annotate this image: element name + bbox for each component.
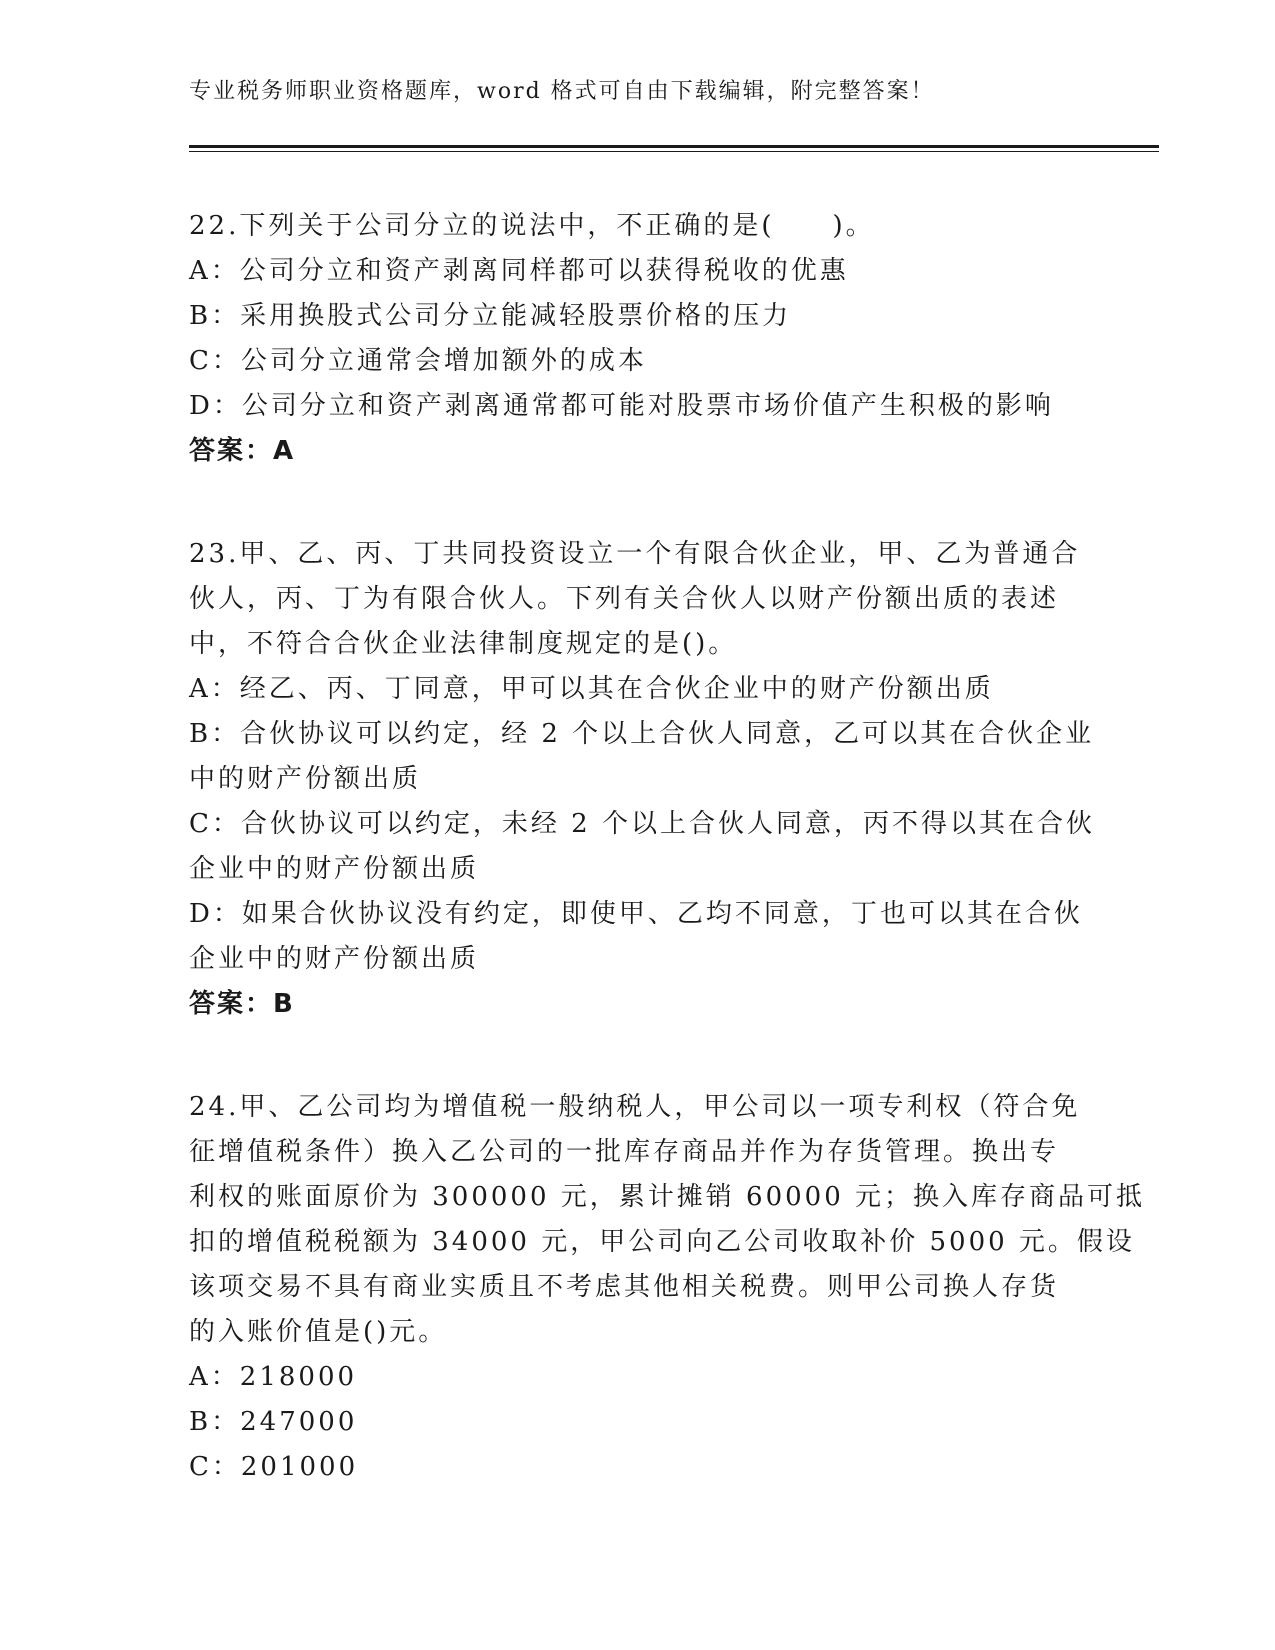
question-23: [189, 532, 1095, 1027]
question-stem: 24.甲、乙公司均为增值税一般纳税人，甲公司以一项专利权（符合免: [189, 1092, 1081, 1122]
option-d: 企业中的财产份额出质: [189, 944, 480, 974]
option-d: D：如果合伙协议没有约定，即使甲、乙均不同意，丁也可以其在合伙: [189, 899, 1083, 929]
header-divider-thin: [189, 151, 1159, 152]
option-b: B：合伙协议可以约定，经 2 个以上合伙人同意，乙可以其在合伙企业: [189, 719, 1095, 749]
option-b: B：247000: [189, 1407, 358, 1437]
question-stem: 伙人，丙、丁为有限合伙人。下列有关合伙人以财产份额出质的表述: [189, 584, 1060, 614]
answer-label: 答案：A: [189, 436, 296, 466]
question-24: [189, 1085, 1146, 1490]
option-b: B：采用换股式公司分立能减轻股票价格的压力: [189, 301, 792, 331]
header-text: 专业税务师职业资格题库，word 格式可自由下载编辑，附完整答案！: [189, 79, 935, 104]
question-22: [189, 204, 1089, 474]
question-stem: 扣的增值税税额为 34000 元，甲公司向乙公司收取补价 5000 元。假设: [189, 1227, 1135, 1257]
question-stem: 征增值税条件）换入乙公司的一批库存商品并作为存货管理。换出专: [189, 1137, 1060, 1167]
option-a: A：经乙、丙、丁同意，甲可以其在合伙企业中的财产份额出质: [189, 674, 994, 704]
question-stem: 中，不符合合伙企业法律制度规定的是()。: [189, 629, 738, 659]
question-stem: 的入账价值是()元。: [189, 1317, 448, 1347]
question-stem: 22.下列关于公司分立的说法中，不正确的是( )。: [189, 211, 875, 241]
option-d: D：公司分立和资产剥离通常都可能对股票市场价值产生积极的影响: [189, 391, 1054, 421]
page-header: [189, 72, 935, 112]
question-stem: 该项交易不具有商业实质且不考虑其他相关税费。则甲公司换人存货: [189, 1272, 1060, 1302]
answer-label: 答案：B: [189, 989, 295, 1019]
option-c: C：公司分立通常会增加额外的成本: [189, 346, 647, 376]
option-a: A：公司分立和资产剥离同样都可以获得税收的优惠: [189, 256, 849, 286]
header-divider: [189, 145, 1159, 148]
question-stem: 利权的账面原价为 300000 元，累计摊销 60000 元；换入库存商品可抵: [189, 1182, 1146, 1212]
question-list: [189, 204, 1146, 1548]
option-b: 中的财产份额出质: [189, 764, 422, 794]
option-c: C：201000: [189, 1452, 359, 1482]
option-c: C：合伙协议可以约定，未经 2 个以上合伙人同意，丙不得以其在合伙: [189, 809, 1095, 839]
option-c: 企业中的财产份额出质: [189, 854, 480, 884]
option-a: A：218000: [189, 1362, 358, 1392]
question-stem: 23.甲、乙、丙、丁共同投资设立一个有限合伙企业，甲、乙为普通合: [189, 539, 1081, 569]
